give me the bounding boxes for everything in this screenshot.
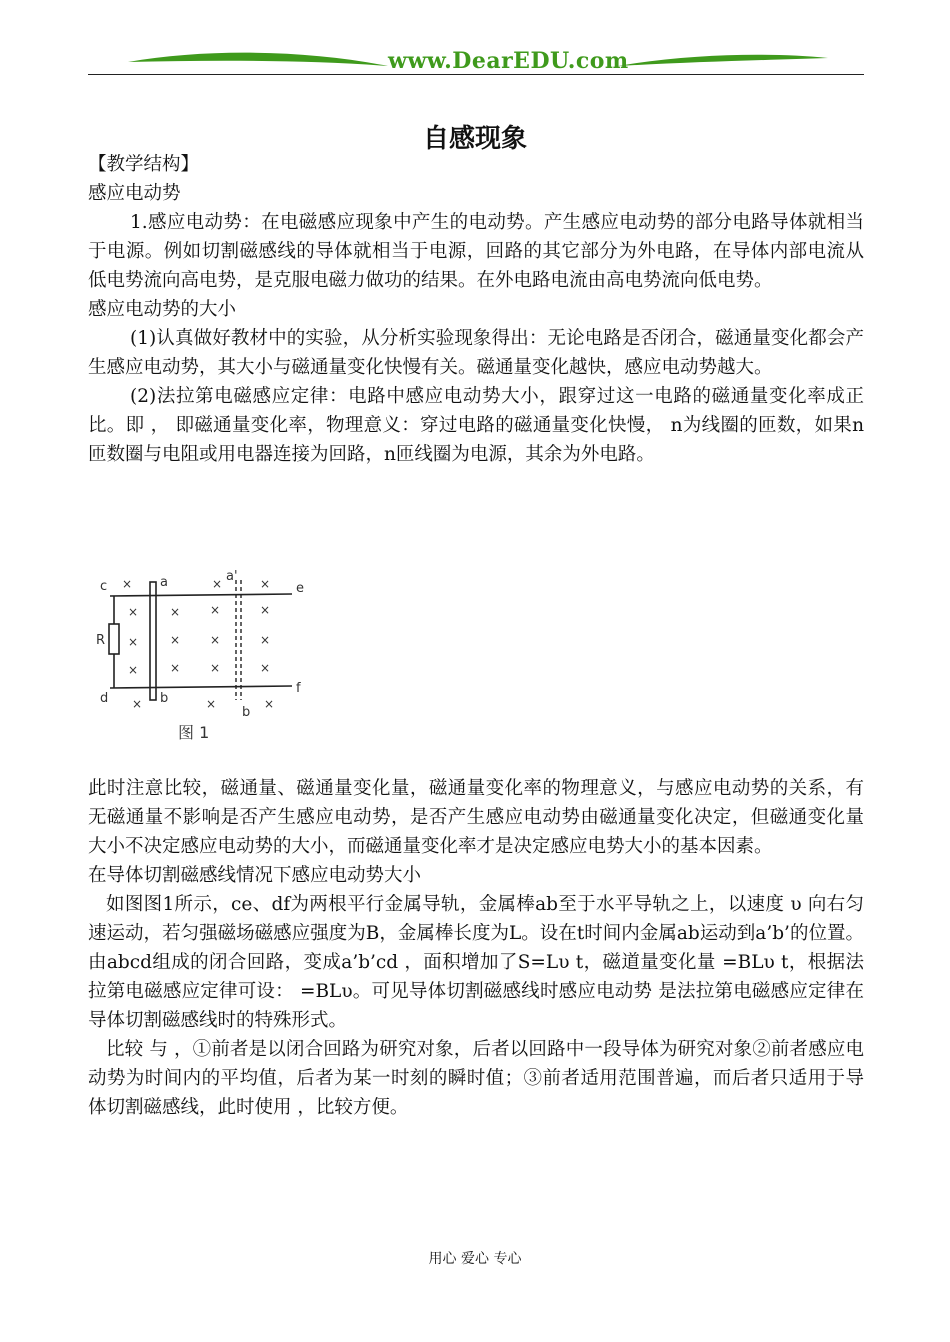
paragraph-experiment: (1)认真做好教材中的实验，从分析实验现象得出：无论电路是否闭合，磁通量变化都会产生感应电动势，其大小与磁通量变化快慢有关。磁通量变化越快，感应电动势越大。 xyxy=(88,328,864,378)
svg-text:×: × xyxy=(122,577,133,591)
page-title: 自感现象 xyxy=(422,124,527,154)
paragraph-emf-definition: 1.感应电动势：在电磁感应现象中产生的电动势。产生感应电动势的部分电路导体就相当于电源。例如切割磁感线的导体就相当于电源，回路的其它部分为外电路，在导体内部电流从低电势流向高电势，是克服电磁力做功的结果。在外电路电流由高电势流向低电势。 xyxy=(88,212,864,291)
svg-text:×: × xyxy=(170,633,181,647)
label-f: f xyxy=(296,681,301,696)
svg-text:×: × xyxy=(260,603,271,617)
page-footer: 用心 爱心 专心 xyxy=(428,1251,522,1267)
svg-text:×: × xyxy=(260,577,271,591)
svg-text:×: × xyxy=(128,663,139,677)
magnetic-field-marks xyxy=(122,577,274,711)
structure-tag: 【教学结构】 xyxy=(88,154,200,175)
heading-emf-magnitude: 感应电动势的大小 xyxy=(88,299,237,320)
paragraph-faraday-law: (2)法拉第电磁感应定律：电路中感应电动势大小，跟穿过这一电路的磁通量变化率成正比。即 ， 即磁通量变化率，物理意义：穿过电路的磁通量变化快慢， n为线圈的匝数，如果n匝数圈与电阻或用电器连接为回路，n匝线圈为电源，其余为外电路。 xyxy=(88,386,864,465)
svg-text:×: × xyxy=(260,661,271,675)
figure-1 xyxy=(96,568,316,746)
page-header xyxy=(88,40,864,80)
svg-text:×: × xyxy=(210,603,221,617)
section-intro xyxy=(88,150,864,469)
label-b-prime: b xyxy=(242,705,251,720)
svg-text:×: × xyxy=(264,697,275,711)
label-c: c xyxy=(100,579,108,594)
label-a-prime: a' xyxy=(226,569,238,584)
label-R: R xyxy=(96,633,106,648)
label-b: b xyxy=(160,691,169,706)
svg-text:×: × xyxy=(128,635,139,649)
paragraph-example: 如图图1所示，ce、df为两根平行金属导轨，金属棒ab至于水平导轨之上，以速度 υ 向右匀速运动，若匀强磁场磁感应强度为B，金属棒长度为L。设在t时间内金属ab运动到a’b’的位置。由abcd组成的闭合回路，变成a’b’cd ，面积增加了S=Lυ t，磁道量变化量 =BLυ t，根据法拉第电磁感应定律可设： =BLυ。可见导体切割磁感线时感应电动势 是法拉第电磁感应定律在导体切割磁感线时的特殊形式。 xyxy=(88,894,864,1031)
header-rule xyxy=(88,74,864,75)
resistor xyxy=(109,624,119,654)
metal-bar-ab xyxy=(150,582,156,700)
section-analysis xyxy=(88,774,864,1122)
label-e: e xyxy=(296,581,304,596)
rail-df xyxy=(110,686,292,688)
rail-ce xyxy=(110,594,292,596)
svg-text:×: × xyxy=(170,605,181,619)
svg-text:×: × xyxy=(260,633,271,647)
label-d: d xyxy=(100,691,109,706)
svg-text:×: × xyxy=(212,577,223,591)
heading-cutting-lines: 在导体切割磁感线情况下感应电动势大小 xyxy=(88,865,422,886)
site-logo: www.DearEDU.com xyxy=(388,48,629,74)
svg-text:×: × xyxy=(210,661,221,675)
svg-text:×: × xyxy=(128,605,139,619)
heading-emf: 感应电动势 xyxy=(88,183,181,204)
label-a: a xyxy=(160,575,168,590)
svg-text:×: × xyxy=(170,661,181,675)
paragraph-compare-formulas: 比较 与 ，①前者是以闭合回路为研究对象，后者以回路中一段导体为研究对象②前者感应电动势为时间内的平均值，后者为某一时刻的瞬时值；③前者适用范围普遍，而后者只适用于导体切割磁感线，此时使用 ，比较方便。 xyxy=(88,1039,864,1118)
figure-caption: 图 1 xyxy=(178,723,210,742)
svg-text:×: × xyxy=(132,697,143,711)
svg-text:×: × xyxy=(210,633,221,647)
paragraph-comparison: 此时注意比较，磁通量、磁通量变化量，磁通量变化率的物理意义，与感应电动势的关系，有无磁通量不影响是否产生感应电动势，是否产生感应电动势由磁通量变化决定，但磁通变化量大小不决定感应电动势的大小，而磁通量变化率才是决定感应电势大小的基本因素。 xyxy=(88,778,864,857)
svg-text:×: × xyxy=(206,697,217,711)
